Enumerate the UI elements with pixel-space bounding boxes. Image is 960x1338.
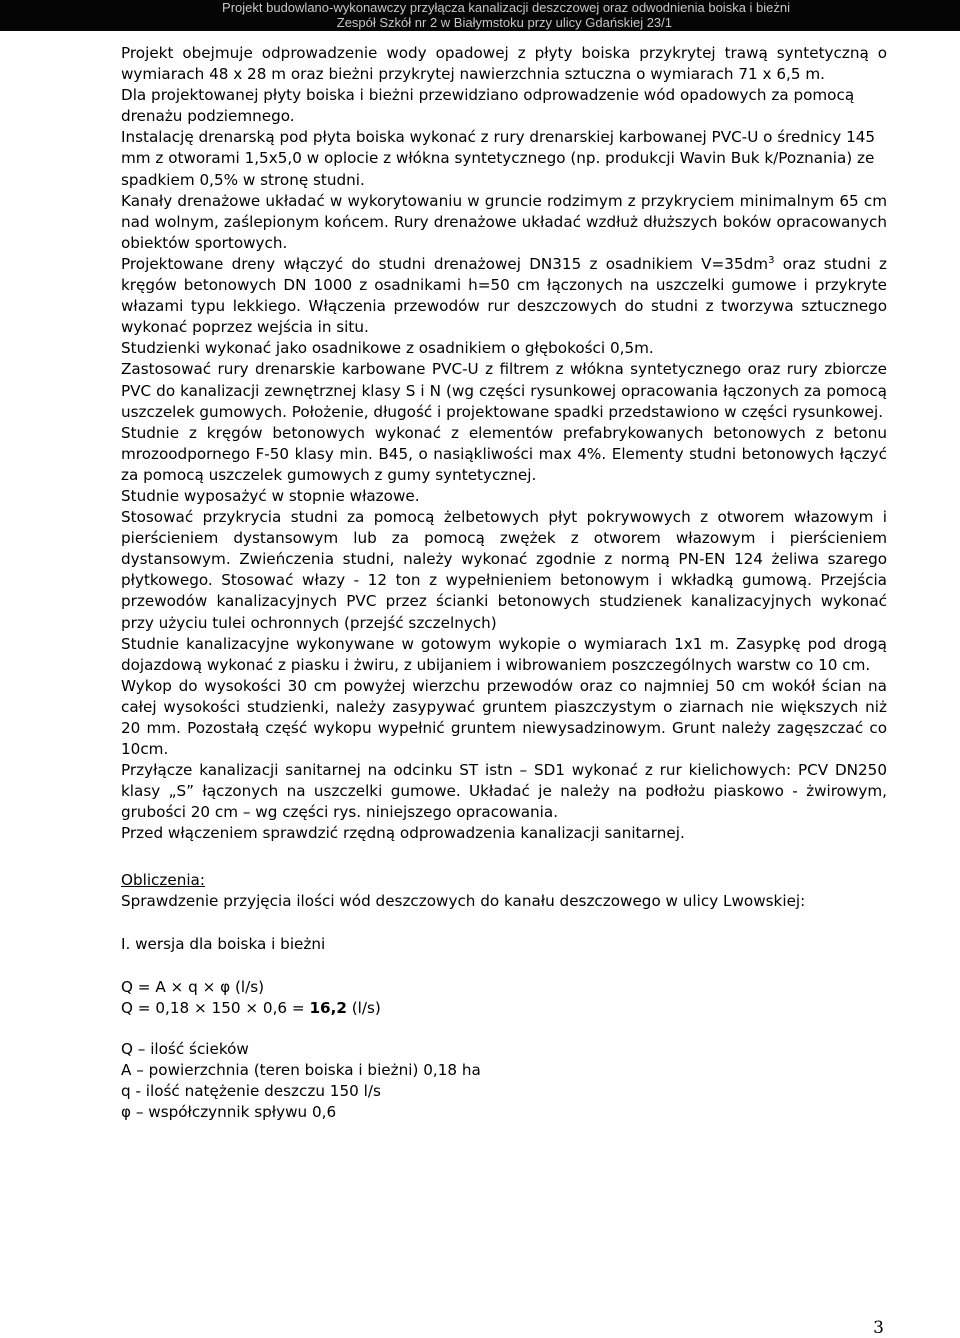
paragraph-drain-wells-part1: Projektowane dreny włączyć do studni drenażowej DN315 z osadnikiem V=35dm: [121, 254, 769, 273]
paragraph-steps: Studnie wyposażyć w stopnie włazowe.: [121, 486, 420, 505]
formula-general: Q = A × q × φ (l/s): [121, 977, 265, 996]
version-heading: I. wersja dla boiska i bieżni: [121, 934, 326, 953]
legend-runoff-coefficient: φ – współczynnik spływu 0,6: [121, 1103, 337, 1122]
legend-q: Q – ilość ścieków: [121, 1040, 249, 1059]
formula-result: 16,2: [309, 998, 347, 1017]
document-body: [121, 43, 887, 1123]
page-number: 3: [873, 1318, 884, 1338]
paragraph-pipes: Zastosować rury drenarskie karbowane PVC-U z filtrem z włókna syntetycznego oraz rury zbiorcze PVC do kanalizacji zewnętrznej klasy S i N (wg części rysunkowej opracowania łączonych za pomocą uszczelek gumowych. Położenie, długość i projektowane spadki przedstawiono w części rysunkowej.: [121, 360, 887, 421]
paragraph-sanitary-connection: Przyłącze kanalizacji sanitarnej na odcinku ST istn – SD1 wykonać z rur kielichowych: PCV DN250 klasy „S” łączonych na uszczelki gumowe. Układać je należy na podłożu piaskowo - żwirowym, grubości 20 cm – wg części rys. niniejszego opracowania.: [121, 761, 887, 822]
legend-rain-intensity: q - ilość natężenie deszczu 150 l/s: [121, 1082, 381, 1101]
header-project-title: Projekt budowlano-wykonawczy przyłącza kanalizacji deszczowej oraz odwodnienia boiska i bieżni: [222, 0, 790, 15]
paragraph-drainage-intro: Dla projektowanej płyty boiska i bieżni przewidziano odprowadzenie wód opadowych za pomocą drenażu podziemnego.: [121, 86, 855, 126]
paragraph-scope: Projekt obejmuje odprowadzenie wody opadowej z płyty boiska przykrytej trawą syntetyczną o wymiarach 48 x 28 m oraz bieżni przykrytej nawierzchnia sztuczna o wymiarach 71 x 6,5 m.: [121, 44, 887, 84]
paragraph-backfill: Wykop do wysokości 30 cm powyżej wierzchu przewodów oraz co najmniej 50 cm wokół ścian na całej wysokości studzienki, należy zasypywać gruntem piaszczystym o ziarnach nie większych niż 20 mm. Pozostałą część wykopu wypełnić gruntem niewysadzinowym. Grunt należy zagęszczać co 10cm.: [121, 676, 887, 759]
page-header: [0, 0, 960, 31]
paragraph-drain-wells: [121, 254, 887, 338]
formula-calculation: [121, 998, 887, 1019]
formula-calculation-expression: Q = 0,18 × 150 × 0,6 =: [121, 998, 310, 1017]
paragraph-check-level: Przed włączeniem sprawdzić rzędną odprowadzenia kanalizacji sanitarnej.: [121, 824, 685, 843]
paragraph-drain-channels: Kanały drenażowe układać w wykorytowaniu w gruncie rodzimym z przykryciem minimalnym 65 cm nad wolnym, zaślepionym końcem. Rury drenażowe układać wzdłuż dłuższych boków opracowanych obiektów sportowych.: [121, 191, 887, 252]
paragraph-excavation: Studnie kanalizacyjne wykonywane w gotowym wykopie o wymiarach 1x1 m. Zasypkę pod drogą dojazdową wykonać z piasku i żwiru, z ubijaniem i wibrowaniem poszczególnych warstw co 10 cm.: [121, 634, 887, 674]
legend-a: A – powierzchnia (teren boiska i bieżni) 0,18 ha: [121, 1061, 481, 1080]
paragraph-well-covers: Stosować przykrycia studni za pomocą żelbetowych płyt pokrywowych z otworem włazowym i pierścieniem dystansowym lub za pomocą zwężek z otworem włazowym i pierścieniem dystansowym. Zwieńczenia studni, należy wykonać zgodnie z normą PN-EN 124 żeliwa szarego płytkowego. Stosować włazy - 12 ton z wypełnieniem betonowym i wkładką gumową. Przejścia przewodów kanalizacyjnych PVC przez ścianki betonowych studzienek kanalizacyjnych wykonać przy użyciu tulei ochronnych (przejść szczelnych): [121, 508, 887, 632]
calculations-intro: Sprawdzenie przyjęcia ilości wód deszczowych do kanału deszczowego w ulicy Lwowskiej:: [121, 891, 806, 910]
paragraph-settling-wells: Studzienki wykonać jako osadnikowe z osadnikiem o głębokości 0,5m.: [121, 339, 654, 358]
header-school-address: Zespół Szkół nr 2 w Białymstoku przy ulicy Gdańskiej 23/1: [336, 15, 672, 30]
calculations-heading: Obliczenia:: [121, 870, 205, 889]
paragraph-concrete-wells: Studnie z kręgów betonowych wykonać z elementów prefabrykowanych betonowych z betonu mrozoodpornego F-50 klasy min. B45, o nasiąkliwości max 4%. Elementy studni betonowych łączyć za pomocą uszczelek gumowych z gumy syntetycznej.: [121, 423, 887, 484]
superscript-cubic: 3: [768, 254, 775, 266]
paragraph-drain-pipe: Instalację drenarską pod płyta boiska wykonać z rury drenarskiej karbowanej PVC-U o średnicy 145 mm z otworami 1,5x5,0 w oplocie z włókna syntetycznego (np. produkcji Wavin Buk k/Poznania) ze spadkiem 0,5% w stronę studni.: [121, 128, 876, 189]
paragraph-drain-wells-part2: oraz studni z kręgów betonowych DN 1000 z osadnikami h=50 cm łączonych na uszczelki gumowe i przykryte włazami typu lekkiego. Włączenia przewodów rur deszczowych do studni z tworzywa sztucznego wykonać poprzez wejścia in situ.: [121, 254, 888, 337]
formula-unit: (l/s): [346, 998, 381, 1017]
